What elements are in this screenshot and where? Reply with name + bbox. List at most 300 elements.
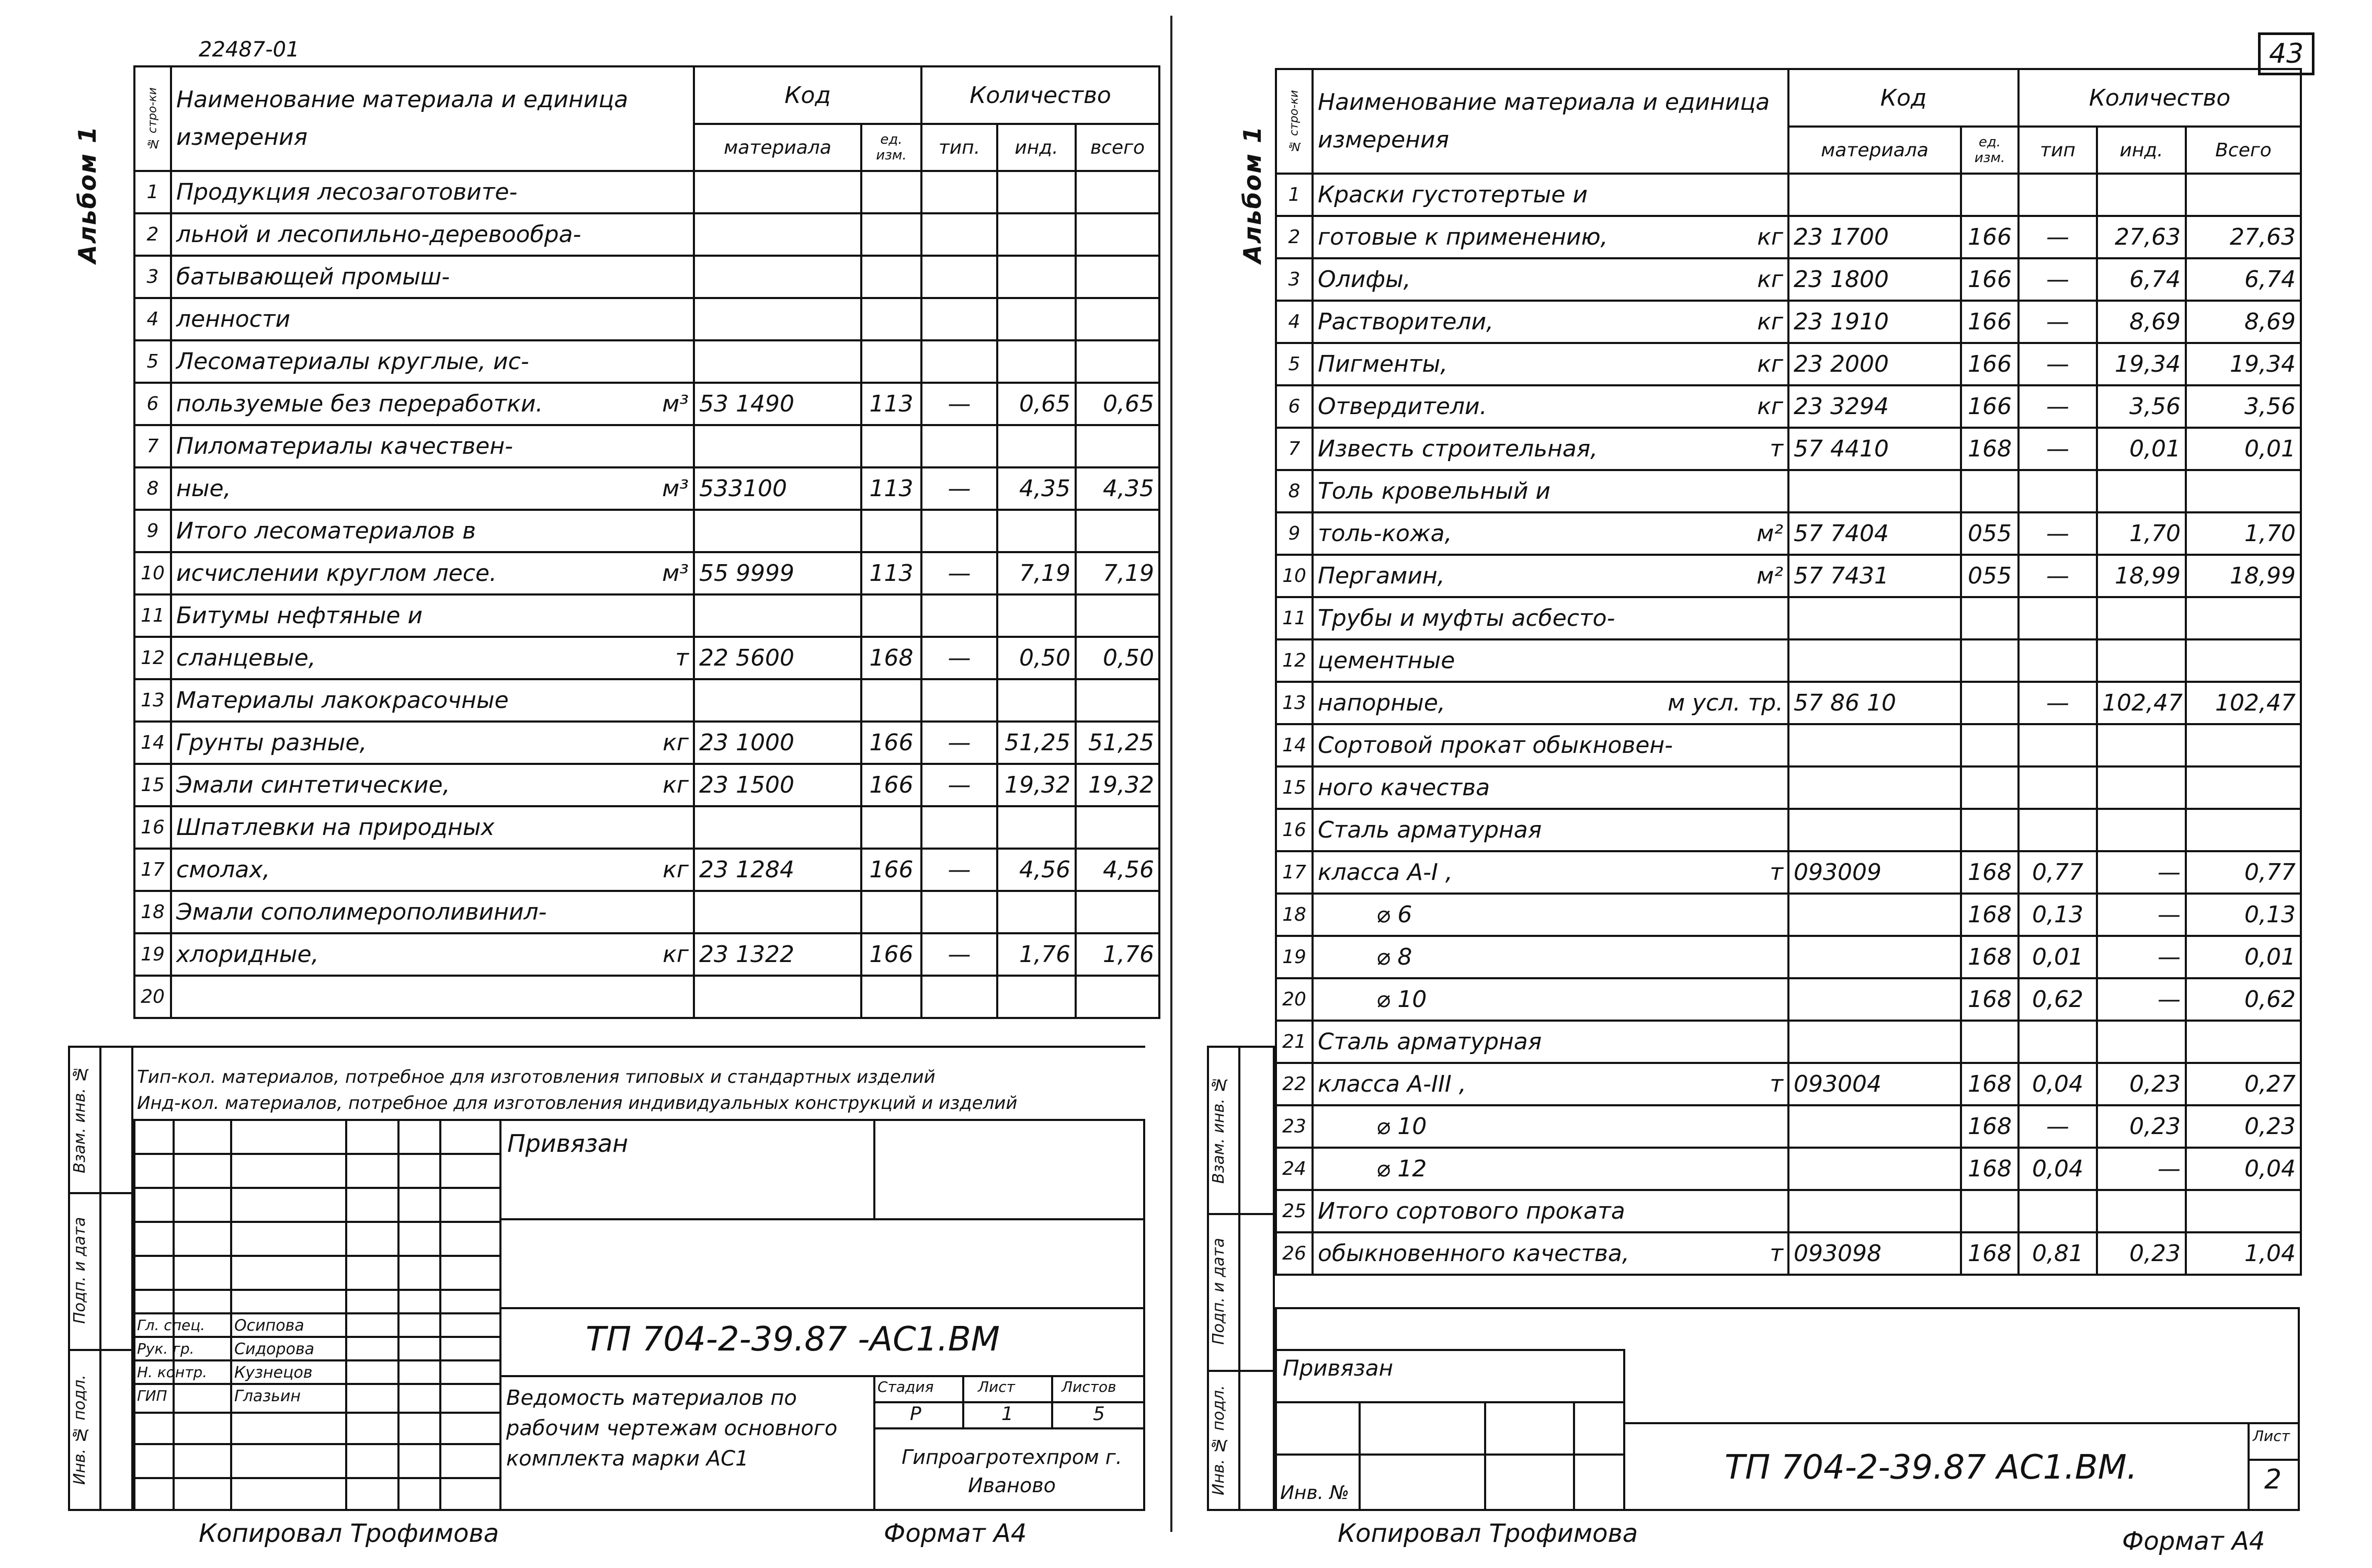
- row-number: 18: [134, 891, 171, 933]
- material-name-text: Краски густотертые и: [1318, 181, 1588, 208]
- material-name: [1313, 1063, 1788, 1105]
- material-code: [1788, 639, 1961, 682]
- materials-table-right: [1275, 68, 2302, 1276]
- page-number: 43: [2258, 32, 2314, 75]
- material-code: 23 1500: [694, 764, 861, 806]
- material-name-text: Пиломатериалы качествен-: [176, 433, 513, 460]
- material-name: [1313, 639, 1788, 682]
- table-row: [1276, 470, 2301, 512]
- row-number: 20: [134, 976, 171, 1018]
- row-number: 10: [134, 552, 171, 594]
- qty-ind: [997, 891, 1076, 933]
- material-code: [1788, 470, 1961, 512]
- qty-ind: 7,19: [997, 552, 1076, 594]
- material-name-text: Сталь арматурная: [1318, 817, 1542, 843]
- material-code: [694, 679, 861, 722]
- material-code: 23 1000: [694, 722, 861, 764]
- stamp-inv-right: Инв. №: [1280, 1482, 1350, 1504]
- stamp-name-4: Глазьин: [234, 1387, 301, 1405]
- stamp-privyazan-right: Привязан: [1283, 1355, 1394, 1381]
- unit-code: [861, 891, 921, 933]
- material-name-text: Итого лесоматериалов в: [176, 518, 476, 544]
- row-number: 9: [134, 510, 171, 552]
- unit-code: 166: [861, 722, 921, 764]
- qty-ind: 1,70: [2097, 512, 2186, 555]
- material-name: [171, 806, 694, 849]
- row-number: 8: [1276, 470, 1313, 512]
- qty-ind: [997, 298, 1076, 340]
- table-row: [134, 849, 1159, 891]
- unit-code: [861, 298, 921, 340]
- material-unit: т: [1770, 859, 1783, 886]
- table-row: [134, 510, 1159, 552]
- material-unit: кг: [1757, 308, 1783, 335]
- table-row: [1276, 1148, 2301, 1190]
- unit-code: 166: [861, 764, 921, 806]
- row-number: 14: [134, 722, 171, 764]
- table-row: [134, 806, 1159, 849]
- qty-ind: 4,56: [997, 849, 1076, 891]
- row-number: 20: [1276, 978, 1313, 1021]
- material-name-text: напорные,: [1318, 690, 1445, 716]
- header-code-unit-right: ед. изм.: [1961, 127, 2019, 174]
- material-name: [1313, 301, 1788, 343]
- qty-ind: 0,01: [2097, 428, 2186, 470]
- qty-typ: —: [2019, 682, 2097, 724]
- material-name-text: Эмали синтетические,: [176, 772, 450, 798]
- qty-ind: [2097, 639, 2186, 682]
- qty-ind: [2097, 1190, 2186, 1232]
- material-name: [1313, 682, 1788, 724]
- table-row: [1276, 258, 2301, 301]
- qty-total: 0,65: [1076, 383, 1159, 425]
- unit-code: [1961, 724, 2019, 766]
- material-name-text: Олифы,: [1318, 266, 1411, 293]
- row-number: 17: [134, 849, 171, 891]
- material-unit: кг: [1757, 266, 1783, 293]
- stamp-stage: Р: [910, 1403, 921, 1425]
- table-row: [1276, 216, 2301, 258]
- stamp-privyazan: Привязан: [507, 1129, 629, 1158]
- row-number: 1: [1276, 174, 1313, 216]
- left-page: [0, 0, 1182, 1568]
- unit-code: [1961, 1021, 2019, 1063]
- material-name: [171, 552, 694, 594]
- qty-total: [1076, 594, 1159, 637]
- qty-ind: [997, 806, 1076, 849]
- material-unit: кг: [1757, 393, 1783, 420]
- header-code-material-right: материала: [1788, 127, 1961, 174]
- material-name: [171, 891, 694, 933]
- unit-code: [861, 594, 921, 637]
- qty-total: [2186, 766, 2301, 809]
- material-name: [1313, 978, 1788, 1021]
- qty-total: [2186, 597, 2301, 639]
- row-number: 12: [1276, 639, 1313, 682]
- row-number: 23: [1276, 1105, 1313, 1148]
- row-number: 4: [134, 298, 171, 340]
- unit-code: 166: [1961, 216, 2019, 258]
- qty-typ: —: [921, 722, 997, 764]
- header-quantity: Количество: [921, 66, 1159, 124]
- material-unit: м³: [662, 391, 689, 417]
- qty-typ: [2019, 597, 2097, 639]
- qty-total: 6,74: [2186, 258, 2301, 301]
- qty-typ: [2019, 1021, 2097, 1063]
- qty-typ: —: [2019, 258, 2097, 301]
- qty-ind: 8,69: [2097, 301, 2186, 343]
- unit-code: 168: [1961, 894, 2019, 936]
- material-unit: т: [1770, 1071, 1783, 1097]
- material-name-text: Растворители,: [1318, 308, 1494, 335]
- material-code: [694, 256, 861, 298]
- unit-code: [1961, 766, 2019, 809]
- row-number: 5: [134, 340, 171, 383]
- material-name: [171, 340, 694, 383]
- material-name-text: пользуемые без переработки.: [176, 391, 543, 417]
- qty-ind: 0,23: [2097, 1063, 2186, 1105]
- material-name-text: ⌀ 10: [1318, 1113, 1427, 1140]
- stamp-sheet-right: 2: [2264, 1464, 2282, 1495]
- album-label: Альбом 1: [73, 125, 101, 264]
- stamp-name-2: Сидорова: [234, 1340, 315, 1358]
- material-code: 093004: [1788, 1063, 1961, 1105]
- qty-total: 0,50: [1076, 637, 1159, 679]
- material-code: [694, 213, 861, 256]
- qty-typ: 0,04: [2019, 1148, 2097, 1190]
- table-row: [1276, 1232, 2301, 1275]
- material-name: [1313, 894, 1788, 936]
- unit-code: 166: [1961, 385, 2019, 428]
- material-code: [1788, 1190, 1961, 1232]
- qty-ind: [2097, 470, 2186, 512]
- header-quantity-right: Количество: [2019, 69, 2301, 127]
- qty-typ: [921, 976, 997, 1018]
- header-name: Наименование материала и единица измерения: [171, 66, 694, 171]
- qty-typ: —: [2019, 512, 2097, 555]
- row-number: 19: [134, 933, 171, 976]
- material-name-text: Толь кровельный и: [1318, 478, 1551, 505]
- qty-ind: —: [2097, 1148, 2186, 1190]
- unit-code: [861, 425, 921, 467]
- material-unit: кг: [663, 856, 689, 883]
- material-code: 23 1322: [694, 933, 861, 976]
- unit-code: 168: [1961, 1232, 2019, 1275]
- unit-code: [1961, 174, 2019, 216]
- table-row: [1276, 724, 2301, 766]
- material-name-text: Материалы лакокрасочные: [176, 687, 509, 714]
- qty-typ: —: [921, 764, 997, 806]
- table-row: [134, 637, 1159, 679]
- material-name: [1313, 936, 1788, 978]
- qty-total: [2186, 1021, 2301, 1063]
- material-code: [694, 594, 861, 637]
- material-code: 23 1910: [1788, 301, 1961, 343]
- qty-typ: —: [921, 467, 997, 510]
- material-code: 53 1490: [694, 383, 861, 425]
- side-label-vzam: Взам. инв. №: [71, 1065, 89, 1173]
- unit-code: 168: [861, 637, 921, 679]
- material-name: [171, 637, 694, 679]
- material-name: [171, 679, 694, 722]
- qty-typ: —: [2019, 343, 2097, 385]
- material-name-text: Лесоматериалы круглые, ис-: [176, 348, 529, 375]
- qty-total: [1076, 213, 1159, 256]
- note-ind: Инд-кол. материалов, потребное для изготовления индивидуальных конструкций и изделий: [137, 1093, 1018, 1114]
- qty-total: [1076, 256, 1159, 298]
- qty-typ: —: [2019, 385, 2097, 428]
- qty-typ: —: [921, 933, 997, 976]
- qty-total: [1076, 298, 1159, 340]
- unit-code: 166: [861, 849, 921, 891]
- material-unit: м²: [1757, 520, 1783, 547]
- material-name: [171, 256, 694, 298]
- material-code: 23 1700: [1788, 216, 1961, 258]
- qty-ind: [2097, 174, 2186, 216]
- stamp-role-1: Гл. спец.: [137, 1317, 206, 1334]
- material-code: 23 1800: [1788, 258, 1961, 301]
- qty-total: 0,13: [2186, 894, 2301, 936]
- qty-total: [1076, 171, 1159, 213]
- qty-typ: —: [921, 552, 997, 594]
- row-number: 9: [1276, 512, 1313, 555]
- qty-typ: —: [2019, 216, 2097, 258]
- material-name: [171, 171, 694, 213]
- material-name-text: толь-кожа,: [1318, 520, 1452, 547]
- qty-typ: —: [2019, 428, 2097, 470]
- material-name: [1313, 343, 1788, 385]
- qty-typ: [921, 891, 997, 933]
- material-code: 57 4410: [1788, 428, 1961, 470]
- table-row: [1276, 512, 2301, 555]
- table-row: [1276, 385, 2301, 428]
- material-unit: м³: [662, 560, 689, 587]
- row-number: 12: [134, 637, 171, 679]
- material-name-text: ⌀ 12: [1318, 1155, 1427, 1182]
- material-name-text: ные,: [176, 475, 231, 502]
- qty-total: [2186, 809, 2301, 851]
- header-qty-total-right: Всего: [2186, 127, 2301, 174]
- qty-total: 4,35: [1076, 467, 1159, 510]
- qty-total: [2186, 470, 2301, 512]
- qty-total: 0,01: [2186, 428, 2301, 470]
- qty-ind: 102,47: [2097, 682, 2186, 724]
- material-name-text: ⌀ 10: [1318, 986, 1427, 1013]
- qty-ind: [997, 510, 1076, 552]
- material-unit: т: [675, 645, 689, 671]
- qty-ind: 27,63: [2097, 216, 2186, 258]
- table-row: [134, 976, 1159, 1018]
- qty-typ: 0,01: [2019, 936, 2097, 978]
- qty-typ: [2019, 174, 2097, 216]
- row-number: 15: [134, 764, 171, 806]
- qty-ind: —: [2097, 978, 2186, 1021]
- qty-ind: [997, 976, 1076, 1018]
- qty-typ: [921, 425, 997, 467]
- qty-typ: —: [2019, 1105, 2097, 1148]
- material-name: [171, 976, 694, 1018]
- row-number: 7: [134, 425, 171, 467]
- qty-typ: 0,13: [2019, 894, 2097, 936]
- material-code: [694, 510, 861, 552]
- material-name-text: ленности: [176, 306, 291, 333]
- qty-ind: [997, 256, 1076, 298]
- table-row: [1276, 639, 2301, 682]
- qty-ind: 19,34: [2097, 343, 2186, 385]
- material-unit: т: [1770, 436, 1783, 462]
- table-row: [134, 594, 1159, 637]
- material-name-text: льной и лесопильно-деревообра-: [176, 221, 581, 248]
- table-row: [134, 933, 1159, 976]
- material-code: [1788, 936, 1961, 978]
- stamp-sheet-label-right: Лист: [2253, 1427, 2290, 1445]
- row-number: 19: [1276, 936, 1313, 978]
- material-name-text: Эмали сополимерополивинил-: [176, 899, 547, 925]
- stamp-code: ТП 704-2-39.87 -АС1.ВМ: [586, 1320, 1000, 1359]
- qty-total: [1076, 806, 1159, 849]
- table-row: [134, 679, 1159, 722]
- unit-code: 168: [1961, 1063, 2019, 1105]
- row-number: 3: [1276, 258, 1313, 301]
- material-name-text: класса А-III ,: [1318, 1071, 1466, 1097]
- stamp-role-3: Н. контр.: [137, 1364, 208, 1381]
- material-name-text: Шпатлевки на природных: [176, 814, 495, 841]
- qty-ind: [997, 171, 1076, 213]
- material-name: [1313, 724, 1788, 766]
- qty-ind: 18,99: [2097, 555, 2186, 597]
- material-code: [1788, 766, 1961, 809]
- document-number: 22487-01: [199, 38, 300, 62]
- material-code: 57 7404: [1788, 512, 1961, 555]
- row-number: 21: [1276, 1021, 1313, 1063]
- header-qty-ind: инд.: [997, 124, 1076, 171]
- qty-total: 0,27: [2186, 1063, 2301, 1105]
- unit-code: [1961, 809, 2019, 851]
- material-name-text: смолах,: [176, 856, 270, 883]
- stamp-sheets-label: Листов: [1062, 1378, 1116, 1395]
- qty-total: 4,56: [1076, 849, 1159, 891]
- material-name-text: Итого сортового проката: [1318, 1198, 1625, 1224]
- qty-ind: 1,76: [997, 933, 1076, 976]
- table-row: [134, 171, 1159, 213]
- qty-total: 8,69: [2186, 301, 2301, 343]
- unit-code: 055: [1961, 555, 2019, 597]
- row-number: 14: [1276, 724, 1313, 766]
- material-name-text: класса А-I ,: [1318, 859, 1453, 886]
- row-number: 1: [134, 171, 171, 213]
- material-unit: м³: [662, 475, 689, 502]
- stamp-org: Гипроагротехпром г. Иваново: [902, 1446, 1122, 1497]
- header-qty-typ-right: тип: [2019, 127, 2097, 174]
- qty-typ: —: [921, 637, 997, 679]
- material-code: [694, 891, 861, 933]
- row-number: 18: [1276, 894, 1313, 936]
- material-code: 533100: [694, 467, 861, 510]
- row-number: 22: [1276, 1063, 1313, 1105]
- material-unit: кг: [663, 772, 689, 798]
- unit-code: 166: [1961, 301, 2019, 343]
- material-code: [694, 806, 861, 849]
- qty-ind: [2097, 597, 2186, 639]
- row-number: 13: [1276, 682, 1313, 724]
- header-code-unit: ед. изм.: [861, 124, 921, 171]
- header-row-no-right: № стро-ки: [1276, 69, 1313, 174]
- material-code: [1788, 978, 1961, 1021]
- qty-ind: 51,25: [997, 722, 1076, 764]
- qty-ind: [997, 213, 1076, 256]
- side-label-inv-right: Инв. № подл.: [1210, 1385, 1228, 1496]
- unit-code: [861, 679, 921, 722]
- unit-code: [861, 806, 921, 849]
- unit-code: 168: [1961, 978, 2019, 1021]
- qty-typ: [2019, 470, 2097, 512]
- row-number: 16: [1276, 809, 1313, 851]
- qty-ind: [997, 594, 1076, 637]
- stamp-code-right: ТП 704-2-39.87 АС1.ВМ.: [1725, 1448, 2138, 1487]
- material-code: 55 9999: [694, 552, 861, 594]
- qty-total: 1,76: [1076, 933, 1159, 976]
- table-row: [134, 425, 1159, 467]
- material-code: 22 5600: [694, 637, 861, 679]
- material-code: 57 86 10: [1788, 682, 1961, 724]
- material-name: [1313, 470, 1788, 512]
- qty-typ: [921, 256, 997, 298]
- qty-typ: [2019, 1190, 2097, 1232]
- qty-total: [1076, 340, 1159, 383]
- format-label-right: Формат А4: [2122, 1527, 2265, 1556]
- qty-typ: —: [921, 849, 997, 891]
- qty-ind: [997, 679, 1076, 722]
- table-row: [1276, 1190, 2301, 1232]
- material-name: [171, 383, 694, 425]
- material-name: [171, 467, 694, 510]
- table-row: [1276, 597, 2301, 639]
- unit-code: [861, 213, 921, 256]
- stamp-title: Ведомость материалов по рабочим чертежам основного комплекта марки АС1: [506, 1386, 838, 1471]
- material-unit: м²: [1757, 563, 1783, 589]
- row-number: 2: [134, 213, 171, 256]
- side-label-vzam-right: Взам. инв. №: [1210, 1075, 1228, 1184]
- unit-code: [861, 510, 921, 552]
- qty-total: [2186, 724, 2301, 766]
- copied-by-right: Копировал Трофимова: [1338, 1519, 1638, 1548]
- material-code: [694, 976, 861, 1018]
- material-code: [1788, 174, 1961, 216]
- material-name: [1313, 258, 1788, 301]
- material-name-text: исчислении круглом лесе.: [176, 560, 497, 587]
- material-code: [694, 425, 861, 467]
- material-name-text: ного качества: [1318, 774, 1490, 801]
- unit-code: 055: [1961, 512, 2019, 555]
- unit-code: 166: [1961, 343, 2019, 385]
- row-number: 26: [1276, 1232, 1313, 1275]
- material-name: [171, 510, 694, 552]
- material-name-text: Известь строительная,: [1318, 436, 1598, 462]
- material-name-text: Сталь арматурная: [1318, 1028, 1542, 1055]
- material-name: [171, 425, 694, 467]
- material-name-text: Отвердители.: [1318, 393, 1487, 420]
- material-name-text: Сортовой прокат обыкновен-: [1318, 732, 1673, 759]
- qty-total: 18,99: [2186, 555, 2301, 597]
- material-name-text: Битумы нефтяные и: [176, 602, 423, 629]
- qty-ind: 3,56: [2097, 385, 2186, 428]
- stamp-sheets: 5: [1093, 1403, 1105, 1425]
- row-number: 10: [1276, 555, 1313, 597]
- row-number: 11: [134, 594, 171, 637]
- table-row: [134, 340, 1159, 383]
- unit-code: [1961, 1190, 2019, 1232]
- row-number: 13: [134, 679, 171, 722]
